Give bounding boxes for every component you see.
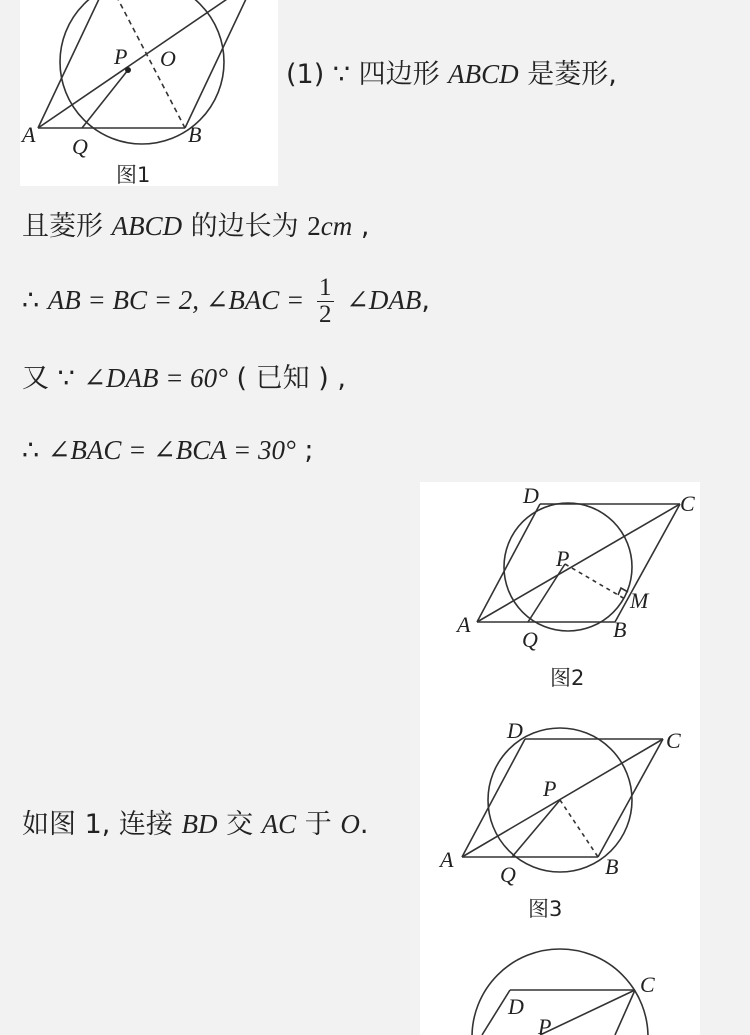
- fig4-label-c: C: [640, 972, 655, 997]
- fig3-shape: [462, 728, 663, 872]
- figures-2-4-diagram: [420, 482, 700, 1035]
- solution-line-2: 且菱形 ABCD 的边长为 2cm ,: [22, 211, 370, 242]
- fig1-label-o: O: [160, 46, 176, 71]
- fig3-label-p: P: [543, 776, 557, 801]
- fig1-label-q: Q: [72, 134, 88, 159]
- solution-line-4: 又 ∵ ∠DAB = 60° ( 已知 ) ,: [22, 363, 346, 394]
- fig2-label-q: Q: [522, 627, 538, 652]
- fig4-shape: [472, 949, 648, 1035]
- solution-line-6: 如图 1, 连接 BD 交 AC 于 O.: [22, 809, 369, 840]
- fig2-label-m: M: [630, 588, 649, 613]
- fig2-label-c: C: [680, 491, 695, 516]
- solution-line-3: ∴ AB = BC = 2, ∠BAC = $\frac{1}{2}$ ∠DAB,: [22, 274, 430, 328]
- solution-line-1: (1) ∵ 四边形 ABCD 是菱形,: [286, 59, 617, 90]
- figure-1-diagram: [20, 0, 278, 186]
- fig3-label-a: A: [440, 847, 454, 872]
- fig3-caption: 图3: [528, 897, 563, 921]
- figure-1: [20, 0, 278, 186]
- fig2-shape: [477, 503, 680, 631]
- fig3-label-q: Q: [500, 862, 516, 887]
- fig3-label-b: B: [605, 854, 619, 879]
- fig1-label-p: P: [114, 44, 128, 69]
- fig2-label-b: B: [613, 617, 627, 642]
- figure-column: [420, 482, 700, 1035]
- fig1-label-a: A: [22, 122, 36, 147]
- fraction-one-half: $\frac{1}{2}$: [319, 274, 332, 328]
- fig4-label-p: P: [538, 1014, 552, 1035]
- fig1-caption: 图1: [116, 163, 151, 186]
- fig1-label-b: B: [188, 122, 202, 147]
- fig2-label-p: P: [556, 546, 570, 571]
- fig2-label-d: D: [523, 483, 539, 508]
- fig3-label-d: D: [507, 718, 523, 743]
- fig4-label-d: D: [508, 994, 524, 1019]
- fig2-label-a: A: [457, 612, 471, 637]
- fig3-label-c: C: [666, 728, 681, 753]
- solution-line-5: ∴ ∠BAC = ∠BCA = 30° ;: [22, 435, 314, 466]
- fig2-caption: 图2: [550, 666, 585, 690]
